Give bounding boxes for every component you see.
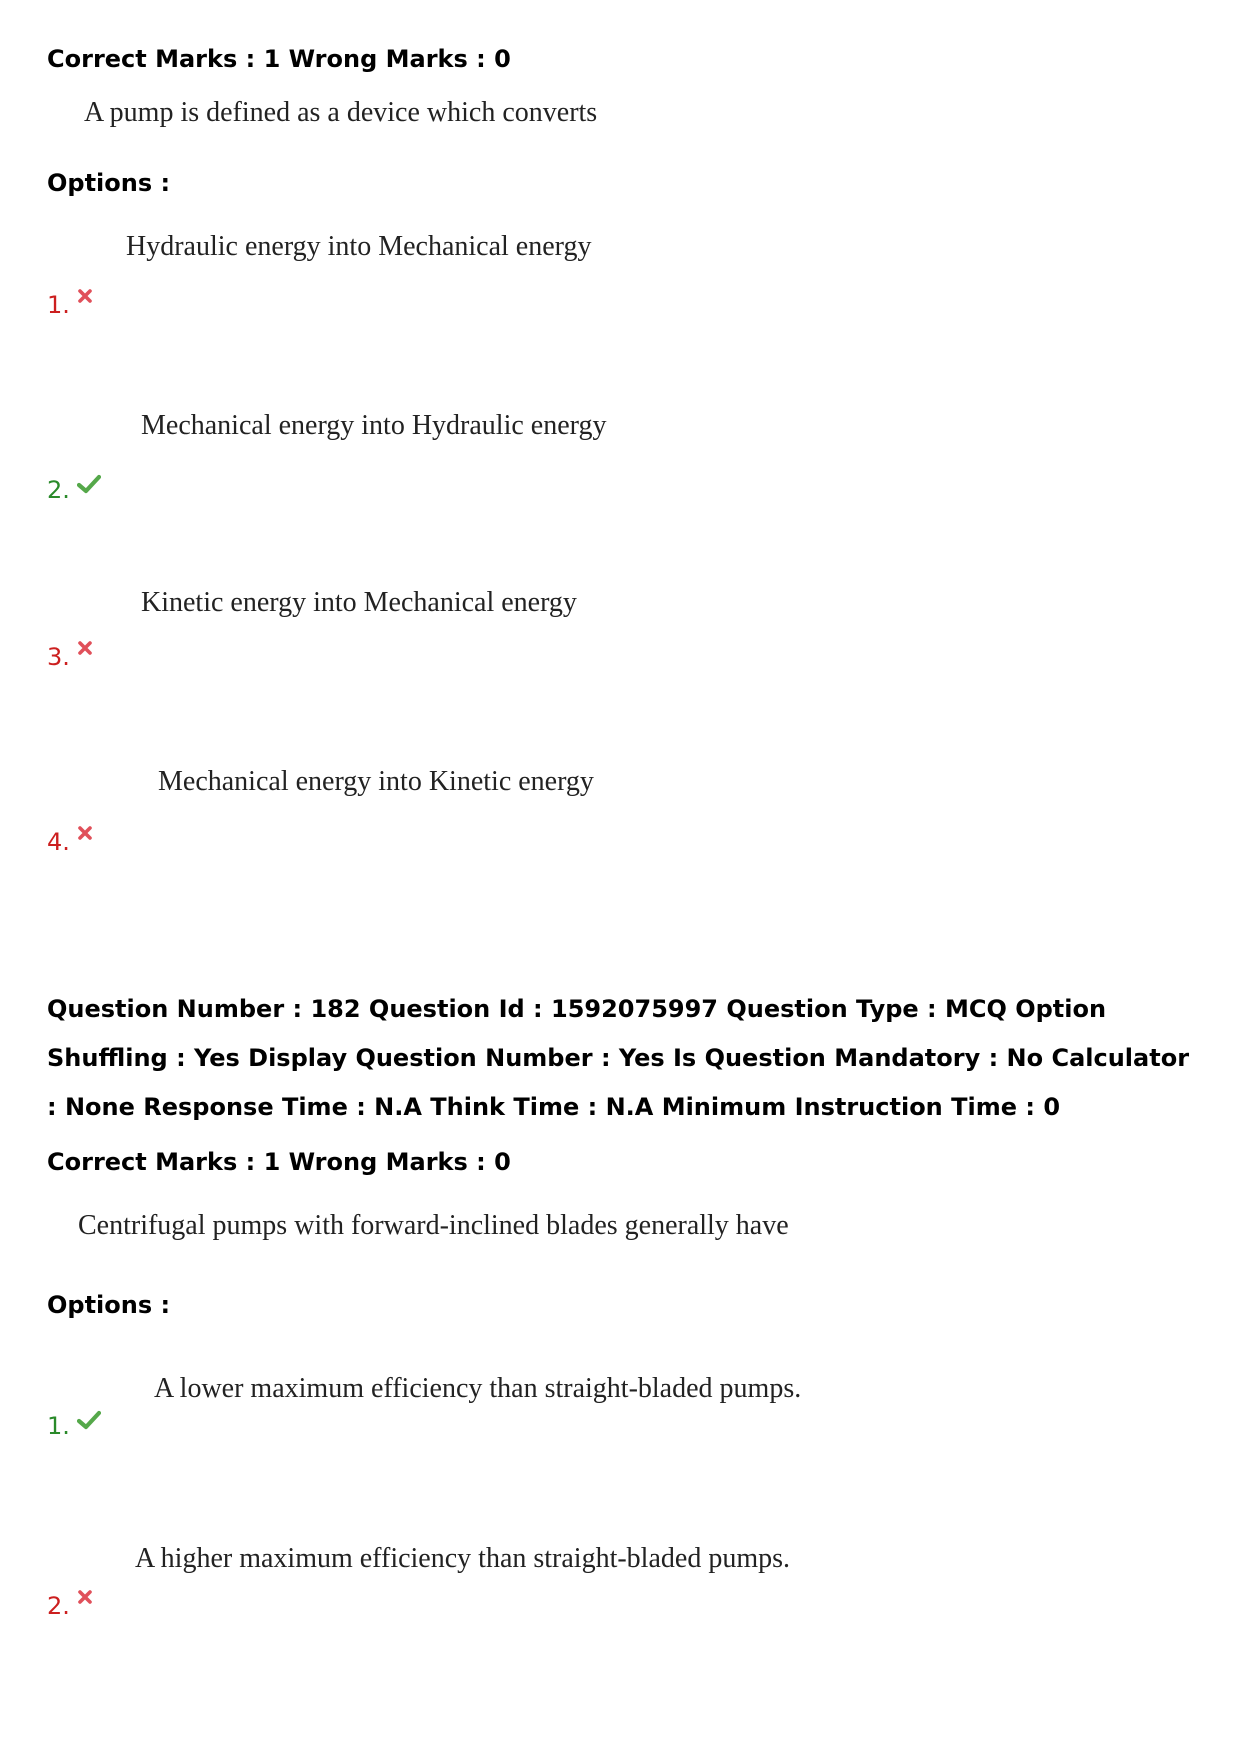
checkmark-icon <box>77 1410 101 1430</box>
option-text: Mechanical energy into Kinetic energy <box>158 766 594 797</box>
question-text: A pump is defined as a device which converts <box>84 97 598 128</box>
option-text: Kinetic energy into Mechanical energy <box>141 587 577 618</box>
question-info: Question Number : 182 Question Id : 1592075997 Question Type : MCQ Option Shuffling : Yes Display Question Number : Yes Is Question Mandatory : No Calculator : None Response Time : N.A Think Time : N.A Minimum Instruction Time : 0 <box>47 995 1190 1121</box>
cross-icon <box>77 825 93 841</box>
cross-icon <box>77 640 93 656</box>
option-number: 1. <box>47 1412 101 1440</box>
checkmark-icon <box>77 474 101 494</box>
options-label: Options : <box>47 169 171 197</box>
cross-icon <box>77 1589 93 1605</box>
marks-line: Correct Marks : 1 Wrong Marks : 0 <box>47 1148 511 1176</box>
option-number: 3. <box>47 643 93 671</box>
option-number: 1. <box>47 291 93 319</box>
options-label: Options : <box>47 1291 171 1319</box>
option-text: A higher maximum efficiency than straight-bladed pumps. <box>135 1543 790 1574</box>
cross-icon <box>77 288 93 304</box>
question-text: Centrifugal pumps with forward-inclined blades generally have <box>78 1210 789 1241</box>
option-number: 4. <box>47 828 93 856</box>
option-text: Hydraulic energy into Mechanical energy <box>126 231 592 262</box>
option-text: Mechanical energy into Hydraulic energy <box>141 410 607 441</box>
option-number: 2. <box>47 476 101 504</box>
option-text: A lower maximum efficiency than straight-bladed pumps. <box>154 1373 802 1404</box>
option-number: 2. <box>47 1592 93 1620</box>
marks-line: Correct Marks : 1 Wrong Marks : 0 <box>47 45 511 73</box>
